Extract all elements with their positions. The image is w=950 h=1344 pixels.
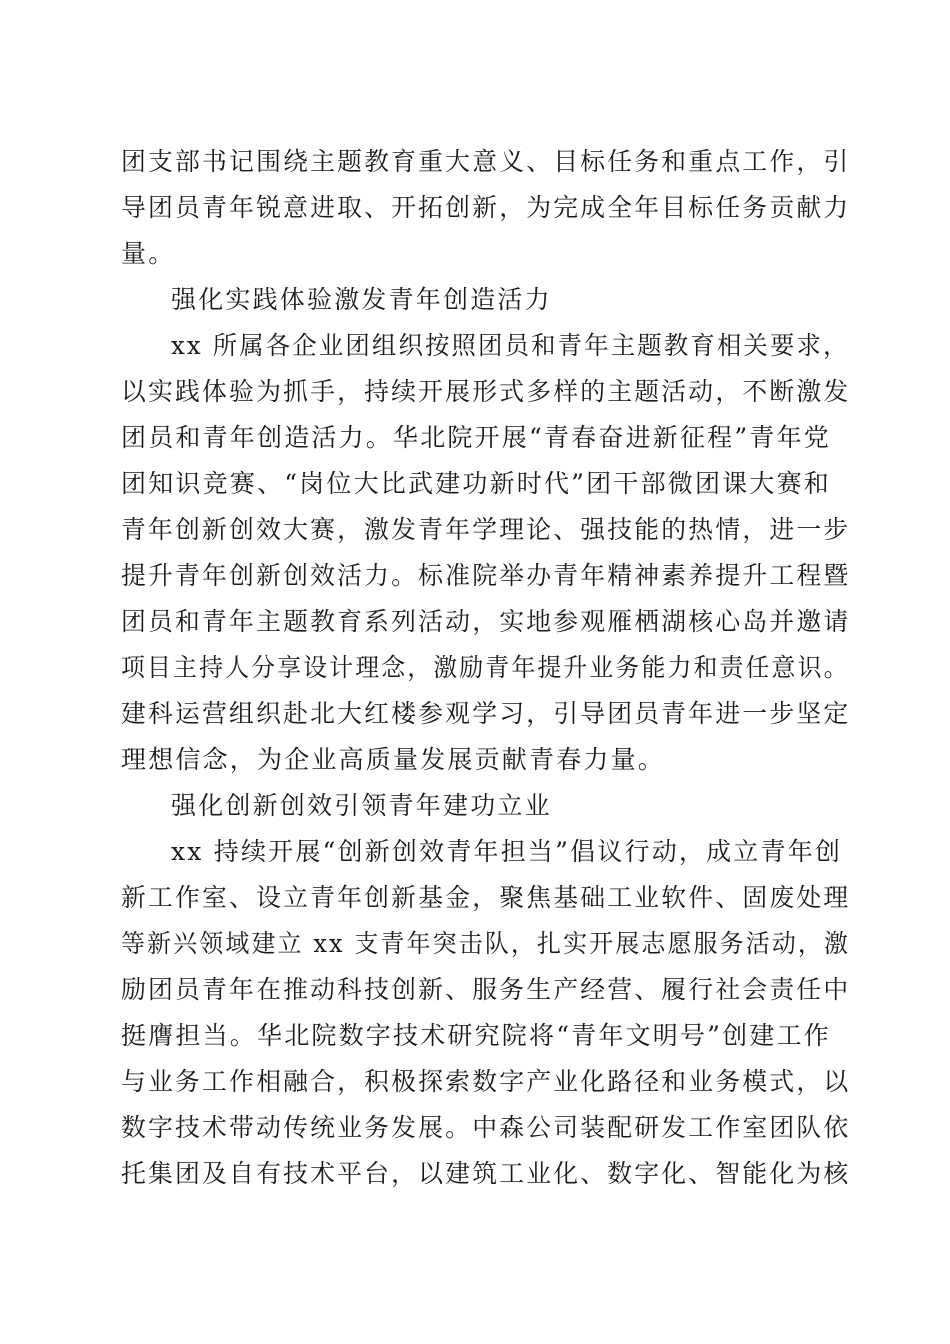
paragraph-line: 团员和青年主题教育系列活动，实地参观雁栖湖核心岛并邀请 (121, 607, 851, 636)
paragraph-line: 青年创新创效大赛，激发青年学理论、强技能的热情，进一步 (121, 515, 851, 544)
paragraph-line: 建科运营组织赴北大红楼参观学习，引导团员青年进一步坚定 (121, 699, 851, 728)
paragraph-line: 挺膺担当。华北院数字技术研究院将“青年文明号”创建工作 (121, 1021, 831, 1050)
section-heading: 强化实践体验激发青年创造活力 (171, 285, 552, 314)
paragraph-line: 等新兴领域建立 xx 支青年突击队，扎实开展志愿服务活动，激 (121, 929, 851, 958)
paragraph-line: 量。 (121, 239, 176, 268)
paragraph-line: 团支部书记围绕主题教育重大意义、目标任务和重点工作，引 (121, 147, 851, 176)
paragraph-line: 导团员青年锐意进取、开拓创新，为完成全年目标任务贡献力 (121, 193, 851, 222)
paragraph-line: xx 所属各企业团组织按照团员和青年主题教育相关要求， (171, 331, 850, 360)
paragraph-line: 项目主持人分享设计理念，激励青年提升业务能力和责任意识。 (121, 653, 850, 682)
paragraph-line: 托集团及自有技术平台，以建筑工业化、数字化、智能化为核 (121, 1159, 851, 1188)
paragraph-line: 团员和青年创造活力。华北院开展“青春奋进新征程”青年党 (121, 423, 831, 452)
paragraph-line: 理想信念，为企业高质量发展贡献青春力量。 (121, 745, 666, 774)
paragraph-line: xx 持续开展“创新创效青年担当”倡议行动，成立青年创 (171, 837, 843, 866)
paragraph-line: 励团员青年在推动科技创新、服务生产经营、履行社会责任中 (121, 975, 851, 1004)
paragraph-line: 团知识竞赛、“岗位大比武建功新时代”团干部微团课大赛和 (121, 469, 831, 498)
section-heading: 强化创新创效引领青年建功立业 (171, 791, 552, 820)
paragraph-line: 提升青年创新创效活力。标准院举办青年精神素养提升工程暨 (121, 561, 851, 590)
paragraph-line: 数字技术带动传统业务发展。中森公司装配研发工作室团队依 (121, 1113, 851, 1142)
paragraph-line: 以实践体验为抓手，持续开展形式多样的主题活动，不断激发 (121, 377, 851, 406)
paragraph-line: 与业务工作相融合，积极探索数字产业化路径和业务模式，以 (121, 1067, 851, 1096)
paragraph-line: 新工作室、设立青年创新基金，聚焦基础工业软件、固废处理 (121, 883, 851, 912)
